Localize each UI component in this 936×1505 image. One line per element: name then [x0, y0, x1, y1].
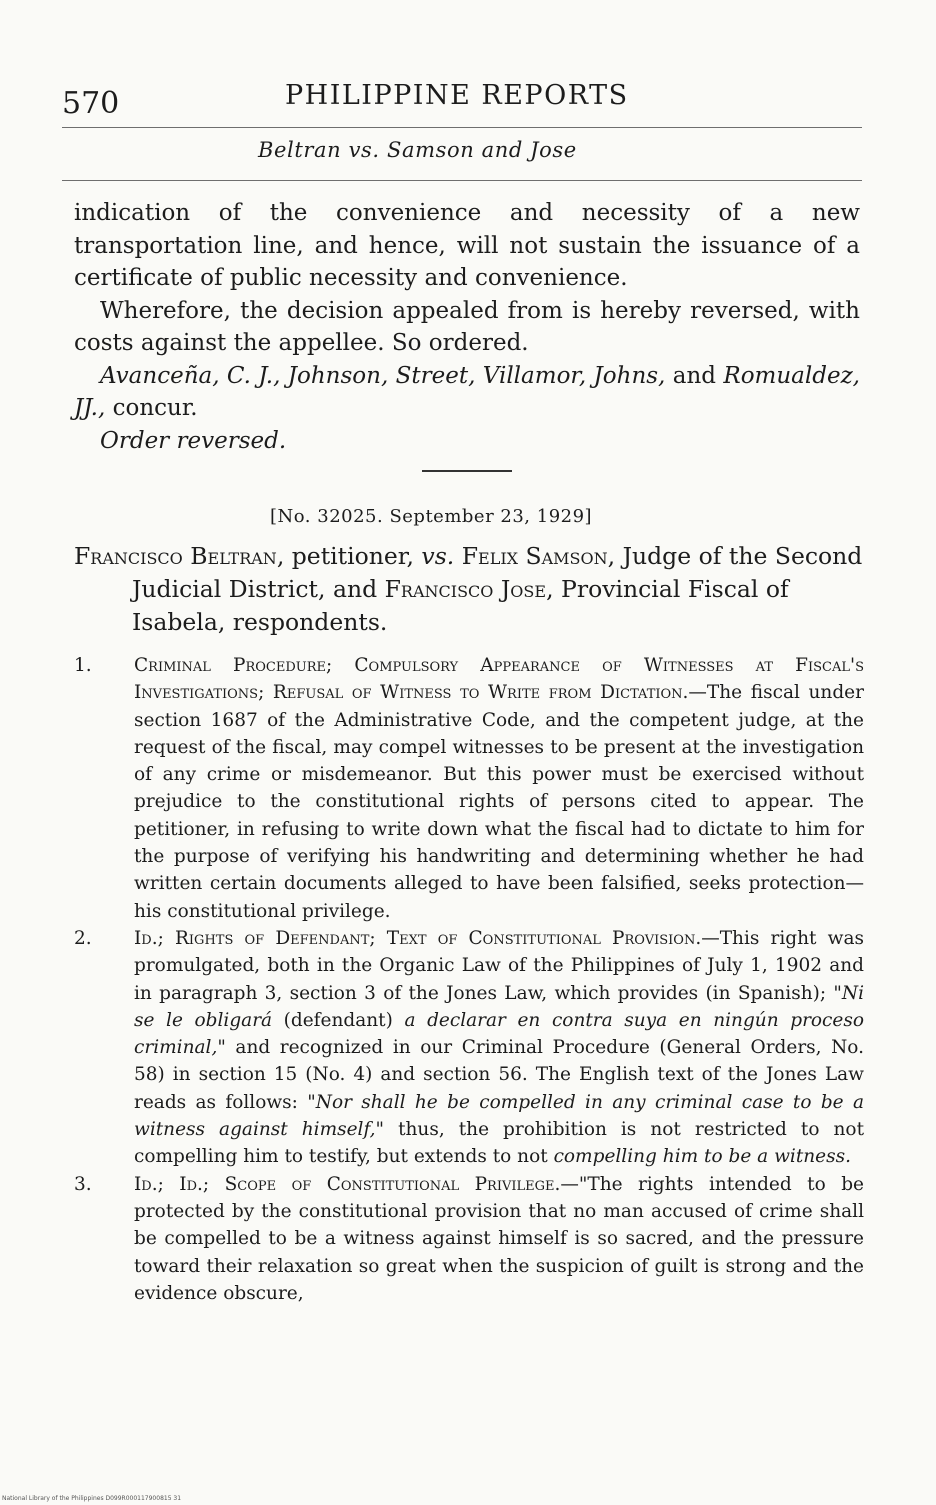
case-caption — [74, 540, 864, 639]
syllabus-text: —"The rights intended to be protected by the constitutional provision that no man accused of crime shall be compelled to be a witness against himself is so sacred, and the pressure toward their relaxation so great when the suspicion of guilt is strong and the evidence obscure, — [134, 1173, 864, 1304]
syllabus-number: 1. — [74, 655, 92, 676]
respondent-2-role: , Provincial Fiscal of Isabela, respondents. — [132, 575, 789, 636]
spanish-quote-2: a declarar en contra suya en ningún proceso criminal," — [134, 1009, 864, 1059]
docket-line: [No. 32025. September 23, 1929] — [270, 506, 593, 527]
syllabus-text: (defendant) — [272, 1009, 405, 1031]
syllabus-item-2 — [74, 925, 864, 1171]
versus: vs. — [421, 542, 455, 570]
english-quote: "Nor shall he be compelled in any criminal case to be a witness against himself," — [134, 1091, 864, 1141]
concur-and: and — [672, 362, 716, 389]
order-reversed: Order reversed. — [100, 427, 287, 454]
library-stamp: National Library of the Philippines D099R000117900815 31 — [2, 1495, 182, 1502]
syllabus-text: —The fiscal under section 1687 of the Administrative Code, and the competent judge, at the request of the fiscal, may compel witnesses to be present at the investigation of any crime or misdemeanor. But this power must be exercised without prejudice to the constitutional rights of persons cited to appear. The petitioner, in refusing to write down what the fiscal had to dictate to him for the purpose of verifying his handwriting and determining whether he had written certain documents alleged to have been falsified, seeks protection—his constitutional privilege. — [134, 682, 864, 922]
syllabus — [74, 652, 864, 1307]
respondent-1-role: , Judge of the Second Judicial District, and — [132, 542, 863, 603]
emphasis-quote: compelling him to be a witness. — [553, 1146, 851, 1168]
respondent-1-name: Felix Samson — [461, 542, 608, 570]
concurring-justices-2: Romualdez, JJ., — [74, 362, 860, 421]
syllabus-text: thus, the prohibition is not restricted to not compelling him to testify, but extends to not — [134, 1119, 864, 1168]
syllabus-heading: Id.; Id.; Scope of Constitutional Privilege. — [134, 1173, 561, 1195]
prior-case-text — [74, 197, 860, 457]
spanish-quote-1: "Ni se le obligará — [134, 982, 864, 1031]
continued-paragraph: indication of the convenience and necessity of a new transportation line, and hence, will not sustain the issuance of a certificate of public necessity and convenience. — [74, 200, 860, 291]
syllabus-number: 3. — [74, 1173, 92, 1195]
header-rule-bottom — [62, 180, 862, 181]
petitioner-role: , petitioner, — [276, 542, 414, 570]
running-head: PHILIPPINE REPORTS — [285, 80, 629, 111]
page-number: 570 — [62, 86, 120, 121]
section-divider — [422, 470, 512, 472]
concur-word: concur. — [112, 395, 198, 421]
syllabus-item-3 — [74, 1171, 864, 1307]
syllabus-item-1 — [74, 652, 864, 925]
header-rule-top — [62, 127, 862, 128]
concurrence-line — [74, 360, 860, 425]
petitioner-name: Francisco Beltran — [74, 542, 277, 570]
syllabus-number: 2. — [74, 927, 92, 949]
disposition-paragraph: Wherefore, the decision appealed from is hereby reversed, with costs against the appellee. So ordered. — [74, 297, 860, 356]
respondent-2-name: Francisco Jose — [384, 575, 547, 603]
syllabus-text: —This right was promulgated, both in the Organic Law of the Philippines of July 1, 1902 and in paragraph 3, section 3 of the Jones Law, which provides (in Spanish); — [134, 927, 864, 1004]
concurring-justices: Avanceña, C. J., Johnson, Street, Villamor, Johns, — [100, 362, 666, 389]
syllabus-text: and recognized in our Criminal Procedure (General Orders, No. 58) in section 15 (No. 4) and section 56. The English text of the Jones Law reads as follows: — [134, 1037, 864, 1113]
syllabus-heading: Criminal Procedure; Compulsory Appearance of Witnesses at Fiscal's Investigations; Refusal of Witness to Write from Dictation. — [134, 655, 864, 704]
case-subhead: Beltran vs. Samson and Jose — [258, 138, 577, 162]
syllabus-heading: Id.; Rights of Defendant; Text of Constitutional Provision. — [134, 927, 702, 949]
